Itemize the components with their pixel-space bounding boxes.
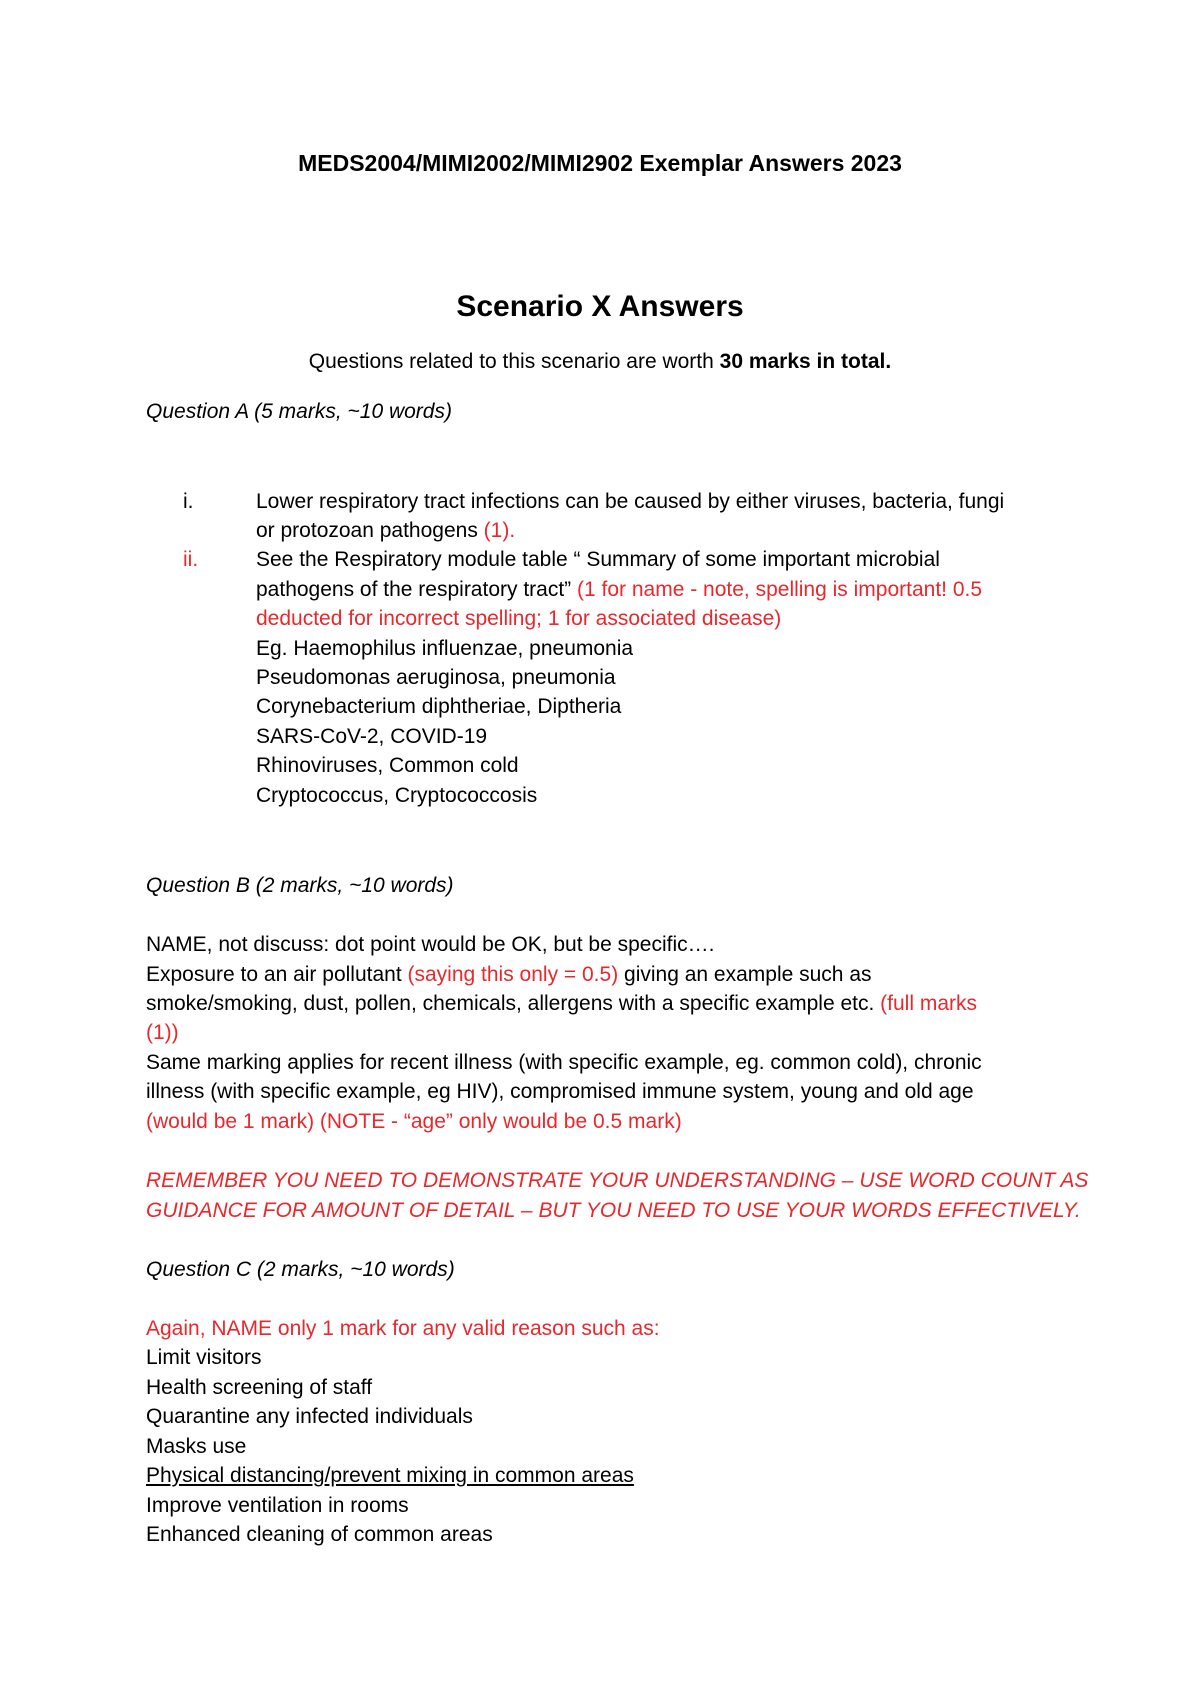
- qa-item1-line1: Lower respiratory tract infections can be caused by either viruses, bacteria, fungi: [256, 490, 1005, 513]
- qb-line6: illness (with specific example, eg HIV), compromised immune system, young and old age: [146, 1080, 974, 1103]
- qc-intro: Again, NAME only 1 mark for any valid reason such as:: [146, 1317, 660, 1340]
- qa-example: Eg. Haemophilus influenzae, pneumonia: [256, 637, 634, 660]
- question-c-label: Question C (2 marks, ~10 words): [146, 1258, 455, 1281]
- question-b-label: Question B (2 marks, ~10 words): [146, 874, 454, 897]
- qc-list-item: Health screening of staff: [146, 1376, 373, 1399]
- list-marker-ii: ii.: [183, 548, 199, 571]
- qc-list-item: Masks use: [146, 1435, 247, 1458]
- qb-line2-text-end: giving an example such as: [618, 963, 872, 986]
- qc-list-item: Enhanced cleaning of common areas: [146, 1523, 493, 1546]
- reminder-line2: GUIDANCE FOR AMOUNT OF DETAIL – BUT YOU NEED TO USE YOUR WORDS EFFECTIVELY.: [146, 1199, 1081, 1222]
- qa-item2-line2: [256, 575, 982, 604]
- intro-text: Questions related to this scenario are worth: [308, 350, 720, 373]
- list-marker-i: i.: [183, 490, 194, 513]
- qa-item1-line2: [256, 516, 515, 545]
- reminder-line1: REMEMBER YOU NEED TO DEMONSTRATE YOUR UNDERSTANDING – USE WORD COUNT AS: [146, 1169, 1089, 1192]
- qb-line2-text: Exposure to an air pollutant: [146, 963, 408, 986]
- qa-item1-text: or protozoan pathogens: [256, 519, 484, 542]
- qa-example: Cryptococcus, Cryptococcosis: [256, 784, 538, 807]
- qb-line3-text: smoke/smoking, dust, pollen, chemicals, allergens with a specific example etc.: [146, 992, 881, 1015]
- qa-example: Corynebacterium diphtheriae, Diptheria: [256, 695, 622, 718]
- qb-line4: (1)): [146, 1021, 179, 1044]
- qc-list-item: Physical distancing/prevent mixing in common areas: [146, 1464, 634, 1487]
- qc-list-item: Limit visitors: [146, 1346, 262, 1369]
- qb-line5: Same marking applies for recent illness (with specific example, eg. common cold), chronic: [146, 1051, 982, 1074]
- qa-item2-line3: deducted for incorrect spelling; 1 for associated disease): [256, 607, 782, 630]
- question-a-label: Question A (5 marks, ~10 words): [146, 400, 452, 423]
- qb-line2: [146, 960, 872, 989]
- qb-line7: (would be 1 mark) (NOTE - “age” only would be 0.5 mark): [146, 1110, 682, 1133]
- scenario-heading: Scenario X Answers: [456, 290, 744, 323]
- qc-list-item: Improve ventilation in rooms: [146, 1494, 409, 1517]
- qa-example: Rhinoviruses, Common cold: [256, 754, 519, 777]
- qa-item1-mark: (1).: [483, 519, 516, 542]
- qc-list-item: Quarantine any infected individuals: [146, 1405, 473, 1428]
- qa-item2-text: pathogens of the respiratory tract”: [256, 578, 577, 601]
- qb-line3: [146, 989, 977, 1018]
- qa-example: SARS-CoV-2, COVID-19: [256, 725, 488, 748]
- qa-example: Pseudomonas aeruginosa, pneumonia: [256, 666, 616, 689]
- intro-total-marks: 30 marks in total.: [719, 350, 892, 373]
- qb-line3-mark: (full marks: [880, 992, 978, 1015]
- qa-item2-line1: See the Respiratory module table “ Summary of some important microbial: [256, 548, 940, 571]
- qa-item2-mark: (1 for name - note, spelling is important! 0.5: [577, 578, 983, 601]
- qb-line2-mark: (saying this only = 0.5): [407, 963, 619, 986]
- qb-line1: NAME, not discuss: dot point would be OK, but be specific….: [146, 933, 715, 956]
- document-title: MEDS2004/MIMI2002/MIMI2902 Exemplar Answers 2023: [298, 150, 902, 176]
- scenario-intro: [0, 350, 1200, 374]
